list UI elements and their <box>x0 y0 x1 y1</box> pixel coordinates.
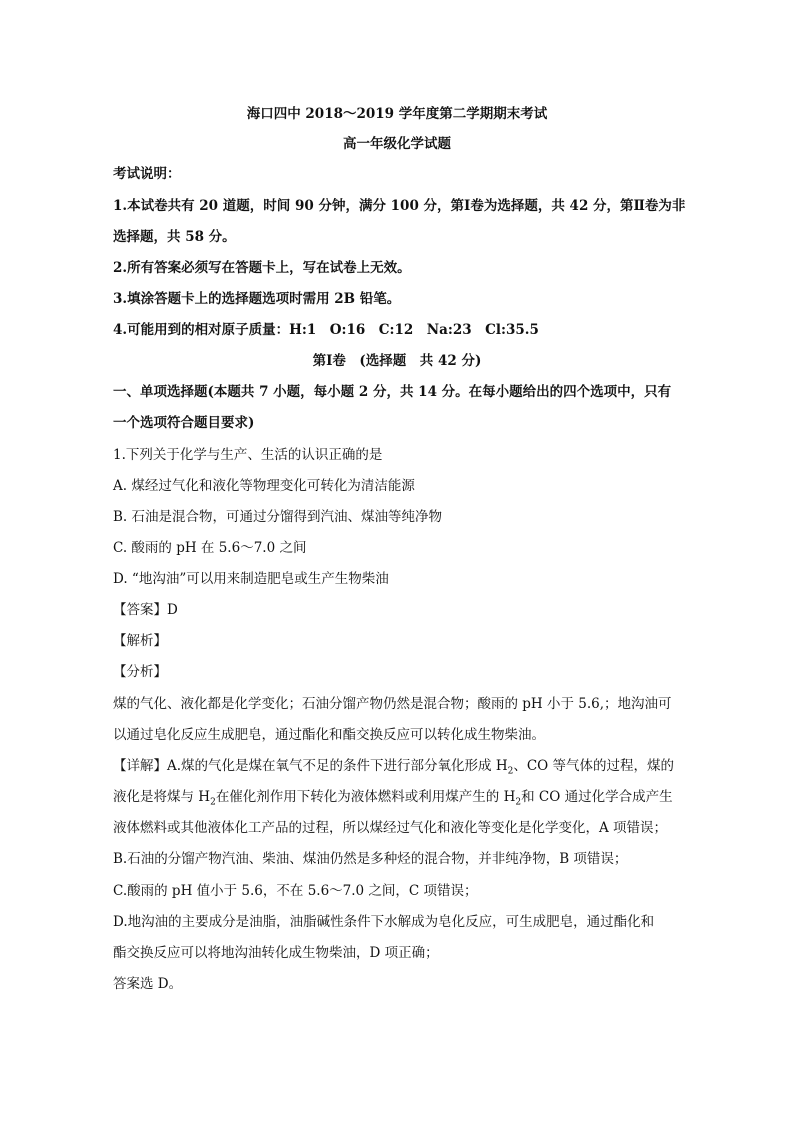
instructions-heading: 考试说明： <box>113 166 181 182</box>
detail-line-1: 【详解】A.煤的气化是煤在氧气不足的条件下进行部分氧化形成 $H_2$、CO 等气体的过程，煤的 <box>113 758 675 777</box>
detail-line-7: 酯交换反应可以将地沟油转化成生物柴油，D 项正确； <box>113 945 439 961</box>
option-d: D. “地沟油”可以用来制造肥皂或生产生物柴油 <box>113 571 389 587</box>
detail-line-4: B.石油的分馏产物汽油、柴油、煤油仍然是多种烃的混合物，并非纯净物，B 项错误； <box>113 851 628 867</box>
conclusion: 答案选 D。 <box>113 976 183 992</box>
answer-label: 【答案】D <box>113 602 178 618</box>
section-title: 第Ⅰ卷 (选择题 共 42 分) <box>312 353 482 369</box>
instruction-item-3: 3.填涂答题卡上的选择题选项时需用 2B 铅笔。 <box>113 291 401 307</box>
detail-line-6: D.地沟油的主要成分是油脂，油脂碱性条件下水解成为皂化反应，可生成肥皂，通过酯化和 <box>113 914 655 930</box>
detail-line-5: C.酸雨的 pH 值小于 5.6，不在 5.6～7.0 之间，C 项错误； <box>113 883 478 899</box>
exam-title: 海口四中 2018～2019 学年度第二学期期末考试 <box>246 106 548 122</box>
instruction-item-4: 4.可能用到的相对原子质量：H:1 O:16 C:12 Na:23 Cl:35.5 <box>113 322 539 338</box>
instruction-item-1-cont: 选择题，共 58 分。 <box>113 229 236 245</box>
instruction-item-1: 1.本试卷共有 20 道题，时间 90 分钟，满分 100 分，第Ⅰ卷为选择题，共 42 分，第Ⅱ卷为非 <box>113 198 686 214</box>
detail-line-3: 液体燃料或其他液体化工产品的过程，所以煤经过气化和液化等变化是化学变化，A 项错误； <box>113 820 668 836</box>
fenxi-text: 煤的气化、液化都是化学变化；石油分馏产物仍然是混合物；酸雨的 pH 小于 5.6,；地沟油可 <box>113 696 672 712</box>
analysis-label: 【解析】 <box>113 633 167 649</box>
option-c: C. 酸雨的 pH 在 5.6～7.0 之间 <box>113 540 307 556</box>
option-a: A. 煤经过气化和液化等物理变化可转化为清洁能源 <box>113 478 415 494</box>
instruction-item-2: 2.所有答案必须写在答题卡上，写在试卷上无效。 <box>113 260 411 276</box>
section-description-cont: 一个选项符合题目要求) <box>113 415 255 431</box>
fenxi-label: 【分析】 <box>113 664 167 680</box>
question-stem: 1.下列关于化学与生产、生活的认识正确的是 <box>113 447 383 463</box>
exam-subtitle: 高一年级化学试题 <box>343 136 451 152</box>
fenxi-text-cont: 以通过皂化反应生成肥皂，通过酯化和酯交换反应可以转化成生物柴油。 <box>113 727 545 743</box>
option-b: B. 石油是混合物，可通过分馏得到汽油、煤油等纯净物 <box>113 509 443 525</box>
section-description: 一、单项选择题(本题共 7 小题，每小题 2 分，共 14 分。在每小题给出的四个选项中，只有 <box>113 384 672 400</box>
detail-line-2: 液化是将煤与 $H_2$在催化剂作用下转化为液体燃料或利用煤产生的 $H_2$和 CO 通过化学合成产生 <box>113 789 673 808</box>
